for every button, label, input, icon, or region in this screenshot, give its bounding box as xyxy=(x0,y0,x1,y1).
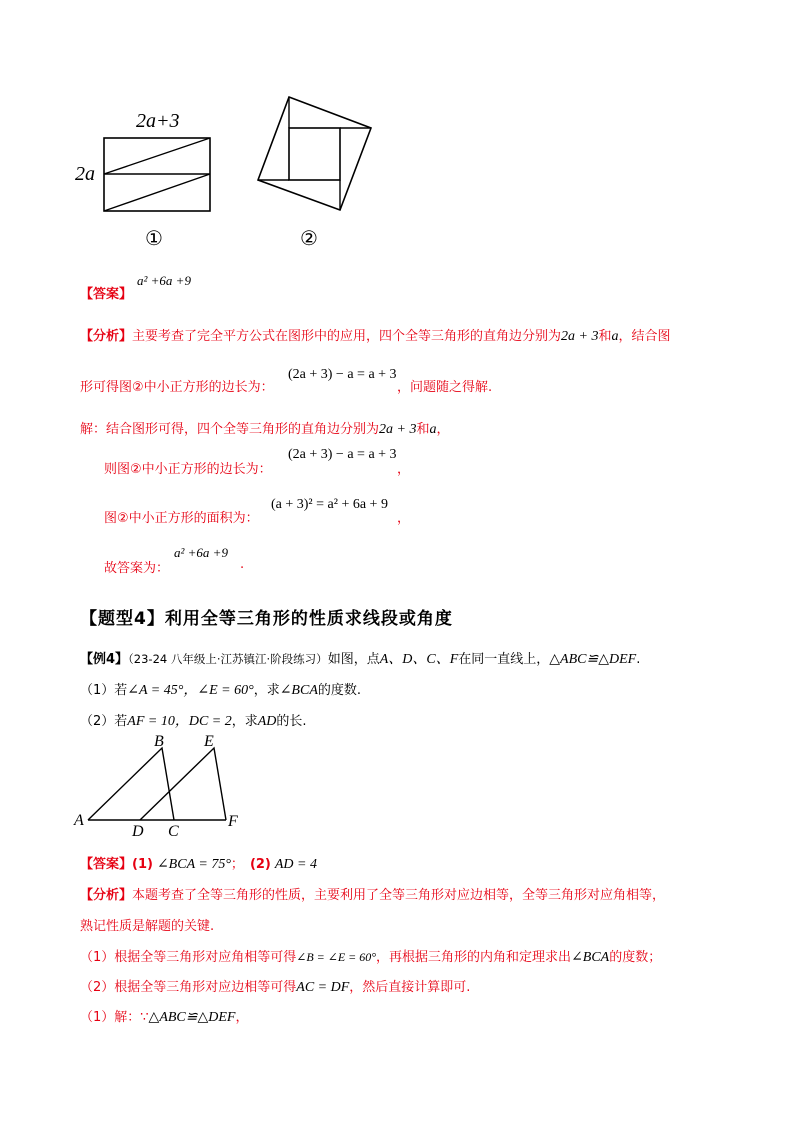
analysis-2-text-1: 本题考查了全等三角形的性质，主要利用了全等三角形对应边相等，全等三角形对应角相等， xyxy=(132,888,666,903)
label-f: F xyxy=(228,813,238,830)
analysis-1-text-c: ，结合图 xyxy=(618,329,671,344)
analysis-2-math-3: AC = DF xyxy=(296,980,350,995)
analysis-2-text-5a: （1）解：∵ xyxy=(80,1010,149,1025)
analysis-2-text-3c: 的度数； xyxy=(609,950,662,965)
q1-text-b: ，求 xyxy=(253,683,280,698)
analysis-2-text-4a: （2）根据全等三角形对应边相等可得 xyxy=(80,980,297,995)
figure-2 xyxy=(250,92,380,252)
example-tag: 【例4】 xyxy=(80,652,129,667)
analysis-2-line-5 xyxy=(80,1006,248,1026)
solution-1-text-a: 解：结合图形可得，四个全等三角形的直角边分别为 xyxy=(80,422,380,437)
answer-2-part-2: (2) xyxy=(249,857,271,872)
analysis-2-text-3b: ，再根据三角形的内角和定理求出 xyxy=(376,950,572,965)
q2-text-c: 的长. xyxy=(276,714,307,729)
figure-2-outer-square xyxy=(258,97,371,210)
solution-1-math-4: (a + 3)² = a² + 6a + 9 xyxy=(271,497,388,512)
figure-2-svg xyxy=(250,92,380,222)
label-a: A xyxy=(74,812,84,829)
example-4-q1 xyxy=(80,679,361,699)
answer-2-tag: 【答案】 xyxy=(80,857,133,872)
solution-1-line-4: 故答案为： xyxy=(104,561,170,576)
solution-1-line-2: 则图②中小正方形的边长为： xyxy=(104,462,272,477)
q1-math-1: ∠A = 45°，∠E = 60° xyxy=(127,683,254,698)
q1-text-a: （1）若 xyxy=(80,683,128,698)
solution-1-text-f: . xyxy=(240,557,245,572)
q2-text-a: （2）若 xyxy=(80,714,128,729)
solution-1-text-c: ， xyxy=(436,422,450,437)
solution-1-line-1 xyxy=(80,418,450,438)
analysis-1-math-2: a xyxy=(611,329,619,344)
label-b: B xyxy=(154,733,164,750)
q2-text-b: ，求 xyxy=(231,714,258,729)
answer-1 xyxy=(80,283,132,302)
solution-1-math-2: a xyxy=(429,422,437,437)
analysis-2-text-4b: ，然后直接计算即可. xyxy=(349,980,471,995)
analysis-1-text-b: 和 xyxy=(598,329,612,344)
analysis-1-math-1: 2a + 3 xyxy=(561,329,599,344)
analysis-2-line-1 xyxy=(80,884,665,903)
q2-math-1: AF = 10，DC = 2 xyxy=(127,714,232,729)
example-source: （23-24 八年级上·江苏镇江·阶段练习） xyxy=(128,652,328,666)
answer-2-math-2: AD = 4 xyxy=(274,857,317,872)
triangle-abc xyxy=(88,748,174,820)
q1-math-2: ∠BCA xyxy=(279,683,318,698)
analysis-2-line-3 xyxy=(80,946,661,966)
solution-1-text-d: ， xyxy=(397,462,411,477)
solution-1-text-e: ， xyxy=(397,511,411,526)
example-4-stem xyxy=(80,648,640,668)
example-4-q2 xyxy=(80,710,307,730)
answer-1-expr: a² +6a +9 xyxy=(137,273,191,288)
figure-1-diagonal-bottom xyxy=(104,174,210,211)
example-points: A、D、C、F xyxy=(379,652,459,667)
analysis-1-text-a: 主要考查了完全平方公式在图形中的应用，四个全等三角形的直角边分别为 xyxy=(132,329,562,344)
q2-math-2: AD xyxy=(257,714,277,729)
analysis-1-line-1 xyxy=(80,325,671,345)
example-stem-a: 如图，点 xyxy=(327,652,380,667)
figure-1-side-label: 2a xyxy=(75,163,95,185)
solution-1-text-b: 和 xyxy=(416,422,430,437)
solution-1-math-3: (2a + 3) − a = a + 3 xyxy=(288,447,397,462)
solution-1-line-3: 图②中小正方形的面积为： xyxy=(104,511,259,526)
figure-3-svg xyxy=(70,733,250,843)
figure-2-caption: ② xyxy=(300,228,318,250)
section-heading: 【题型4】利用全等三角形的性质求线段或角度 xyxy=(80,609,453,629)
solution-1-math-5: a² +6a +9 xyxy=(174,545,228,560)
answer-2-sep: ； xyxy=(230,857,244,872)
analysis-1-text-d: 形可得图②中小正方形的边长为： xyxy=(80,380,274,395)
analysis-2-text-5b: ， xyxy=(235,1010,249,1025)
analysis-1-math-3: (2a + 3) − a = a + 3 xyxy=(288,367,397,382)
label-d: D xyxy=(132,823,144,840)
analysis-1-line-2 xyxy=(80,376,274,395)
analysis-2-math-2: ∠BCA xyxy=(571,950,610,965)
label-e: E xyxy=(204,733,214,750)
answer-tag: 【答案】 xyxy=(80,287,133,302)
figure-1 xyxy=(70,108,230,248)
figure-2-inner-square xyxy=(289,128,340,180)
answer-2-math-1: ∠BCA = 75° xyxy=(156,857,231,872)
example-stem-c: . xyxy=(636,652,641,667)
analysis-tag: 【分析】 xyxy=(80,329,133,344)
label-c: C xyxy=(168,823,179,840)
analysis-2-math-1: ∠B = ∠E = 60° xyxy=(296,950,377,964)
q1-text-c: 的度数. xyxy=(317,683,362,698)
answer-2 xyxy=(80,853,317,873)
answer-2-part-1: (1) xyxy=(132,857,153,872)
analysis-1-text-e: ，问题随之得解. xyxy=(397,380,493,395)
figure-1-top-label: 2a+3 xyxy=(136,110,180,132)
triangle-def xyxy=(140,748,226,820)
solution-1-math-1: 2a + 3 xyxy=(379,422,417,437)
example-congruence: △ABC≌△DEF xyxy=(549,652,637,667)
analysis-2-text-3a: （1）根据全等三角形对应角相等可得 xyxy=(80,950,297,965)
analysis-2-line-4 xyxy=(80,976,470,996)
analysis-2-tag: 【分析】 xyxy=(80,888,133,903)
analysis-2-math-4: △ABC≌△DEF xyxy=(148,1010,236,1025)
example-stem-b: 在同一直线上， xyxy=(458,652,550,667)
figure-1-caption: ① xyxy=(145,228,163,250)
analysis-2-line-2: 熟记性质是解题的关键. xyxy=(80,919,215,934)
figure-3 xyxy=(70,733,250,843)
figure-1-diagonal-top xyxy=(104,138,210,174)
